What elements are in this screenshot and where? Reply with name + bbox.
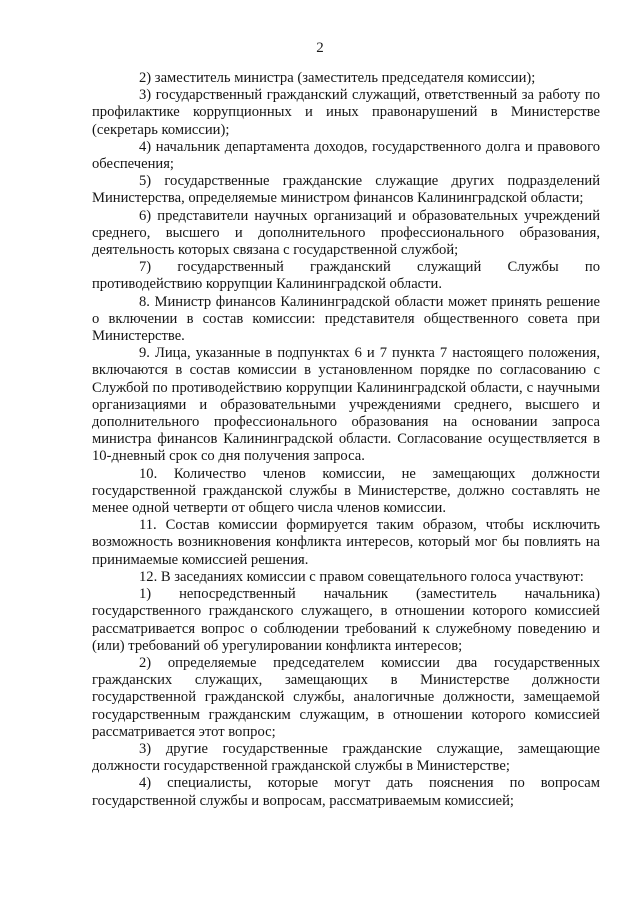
paragraph-participant-3: 3) другие государственные гражданские служащие, замещающие должности государственной гражданской службы в Министерстве; — [92, 740, 600, 775]
paragraph-clause-12: 12. В заседаниях комиссии с правом совещательного голоса участвуют: — [139, 568, 584, 585]
paragraph-clause-9: 9. Лица, указанные в подпунктах 6 и 7 пункта 7 настоящего положения, включаются в состав комиссии в установленном порядке по согласованию с Службой по противодействию коррупции Калининградской области, с научными организациями и образовательными учреждениями среднего, высшего и дополнительного профессионального образования на основании запроса министра финансов Калининградской области. Согласование осуществляется в 10-дневный срок со дня получения запроса. — [92, 345, 600, 465]
paragraph-participant-4: 4) специалисты, которые могут дать пояснения по вопросам государственной службы и вопросам, рассматриваемым комиссией; — [92, 775, 600, 809]
paragraph-member-2: 2) заместитель министра (заместитель председателя комиссии); — [139, 70, 536, 86]
paragraph-member-5: 5) государственные гражданские служащие других подразделений Министерства, определяемые министром финансов Калининградской области; — [92, 173, 600, 207]
paragraph-member-7: 7) государственный гражданский служащий Службы по противодействию коррупции Калининградской области. — [92, 259, 600, 293]
paragraph-member-6: 6) представители научных организаций и образовательных учреждений среднего, высшего и дополнительного профессионального образования, деятельность которых связана с государственной службой; — [92, 207, 600, 259]
paragraph-participant-2: 2) определяемые председателем комиссии два государственных гражданских служащих, замещающих в Министерстве должности государственной гражданской службы, аналогичные должности, замещаемой государственным гражданским служащим, в отношении которого комиссией рассматривается этот вопрос; — [92, 654, 600, 740]
paragraph-clause-10: 10. Количество членов комиссии, не замещающих должности государственной гражданской службы в Министерстве, должно составлять не менее одной четверти от общего числа членов комиссии. — [92, 465, 600, 517]
page-number: 2 — [316, 40, 324, 56]
paragraph-clause-11: 11. Состав комиссии формируется таким образом, чтобы исключить возможность возникновения конфликта интересов, который мог бы повлиять на принимаемые комиссией решения. — [92, 517, 600, 568]
document-body — [92, 70, 600, 810]
paragraph-clause-8: 8. Министр финансов Калининградской области может принять решение о включении в состав комиссии: представителя общественного совета при Министерстве. — [92, 293, 600, 345]
paragraph-member-3: 3) государственный гражданский служащий, ответственный за работу по профилактике коррупционных и иных правонарушений в Министерстве (секретарь комиссии); — [92, 87, 600, 138]
paragraph-member-4: 4) начальник департамента доходов, государственного долга и правового обеспечения; — [92, 138, 600, 173]
paragraph-participant-1: 1) непосредственный начальник (заместитель начальника) государственного гражданского служащего, в отношении которого комиссией рассматривается вопрос о соблюдении требований к служебному поведению и (или) требований об урегулировании конфликта интересов; — [92, 586, 600, 654]
